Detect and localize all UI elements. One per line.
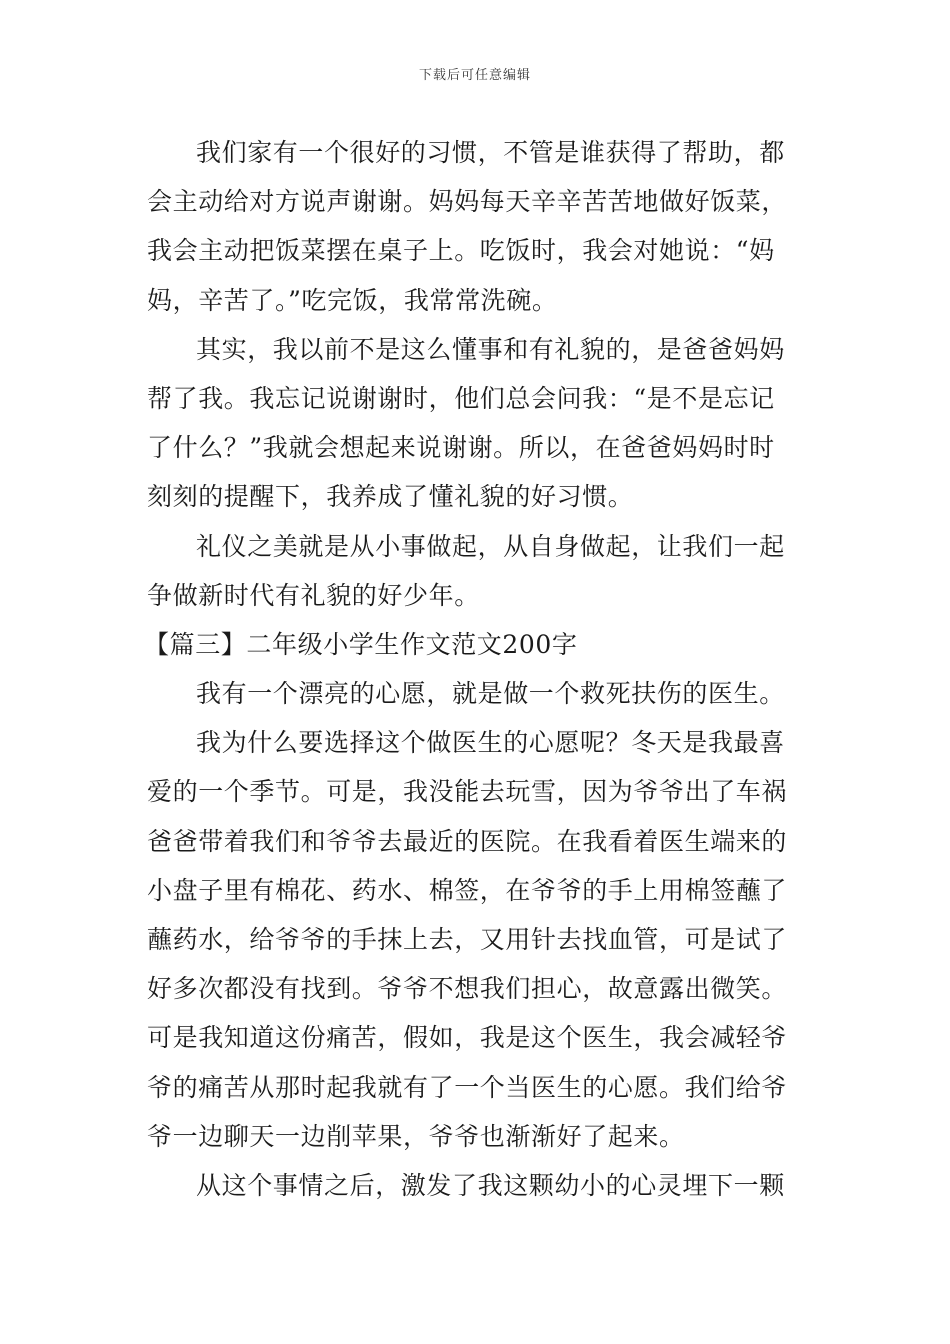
text-line: 我会主动把饭菜摆在桌子上。吃饭时，我会对她说：“妈 bbox=[147, 236, 775, 266]
text-line: 小盘子里有棉花、药水、棉签，在爷爷的手上用棉签蘸了 bbox=[147, 875, 788, 905]
section-heading: 【篇三】二年级小学生作文范文200字 bbox=[144, 629, 578, 659]
document-body bbox=[144, 128, 807, 1210]
text-line: 爱的一个季节。可是，我没能去玩雪，因为爷爷出了车祸 bbox=[147, 777, 788, 807]
text-line: 刻刻的提醒下，我养成了懂礼貌的好习惯。 bbox=[147, 482, 634, 512]
text-line: 从这个事情之后，激发了我这颗幼小的心灵埋下一颗 bbox=[196, 1170, 785, 1200]
text-line: 我们家有一个很好的习惯，不管是谁获得了帮助，都 bbox=[196, 138, 785, 167]
page-header: 下载后可任意编辑 bbox=[418, 68, 531, 83]
text-line: 争做新时代有礼貌的好少年。 bbox=[147, 580, 480, 610]
text-line: 会主动给对方说声谢谢。妈妈每天辛辛苦苦地做好饭菜， bbox=[147, 187, 788, 217]
text-line: 了什么？”我就会想起来说谢谢。所以，在爸爸妈妈时时 bbox=[147, 433, 775, 463]
text-line: 我有一个漂亮的心愿，就是做一个救死扶伤的医生。 bbox=[196, 679, 785, 709]
text-line: 可是我知道这份痛苦，假如，我是这个医生，我会减轻爷 bbox=[147, 1023, 788, 1053]
text-line: 礼仪之美就是从小事做起，从自身做起，让我们一起 bbox=[196, 531, 785, 561]
text-line: 我为什么要选择这个做医生的心愿呢？冬天是我最喜 bbox=[196, 728, 785, 758]
text-line: 蘸药水，给爷爷的手抹上去，又用针去找血管，可是试了 bbox=[147, 925, 788, 954]
text-line: 其实，我以前不是这么懂事和有礼貌的，是爸爸妈妈 bbox=[196, 334, 785, 364]
text-line: 爸爸带着我们和爷爷去最近的医院。在我看着医生端来的 bbox=[147, 826, 788, 856]
text-line: 爷的痛苦从那时起我就有了一个当医生的心愿。我们给爷 bbox=[147, 1072, 788, 1102]
text-line: 帮了我。我忘记说谢谢时，他们总会问我：“是不是忘记 bbox=[147, 383, 775, 413]
text-line: 好多次都没有找到。爷爷不想我们担心，故意露出微笑。 bbox=[147, 974, 788, 1004]
text-line: 爷一边聊天一边削苹果，爷爷也渐渐好了起来。 bbox=[147, 1121, 685, 1151]
text-line: 妈，辛苦了。”吃完饭，我常常洗碗。 bbox=[147, 285, 558, 315]
